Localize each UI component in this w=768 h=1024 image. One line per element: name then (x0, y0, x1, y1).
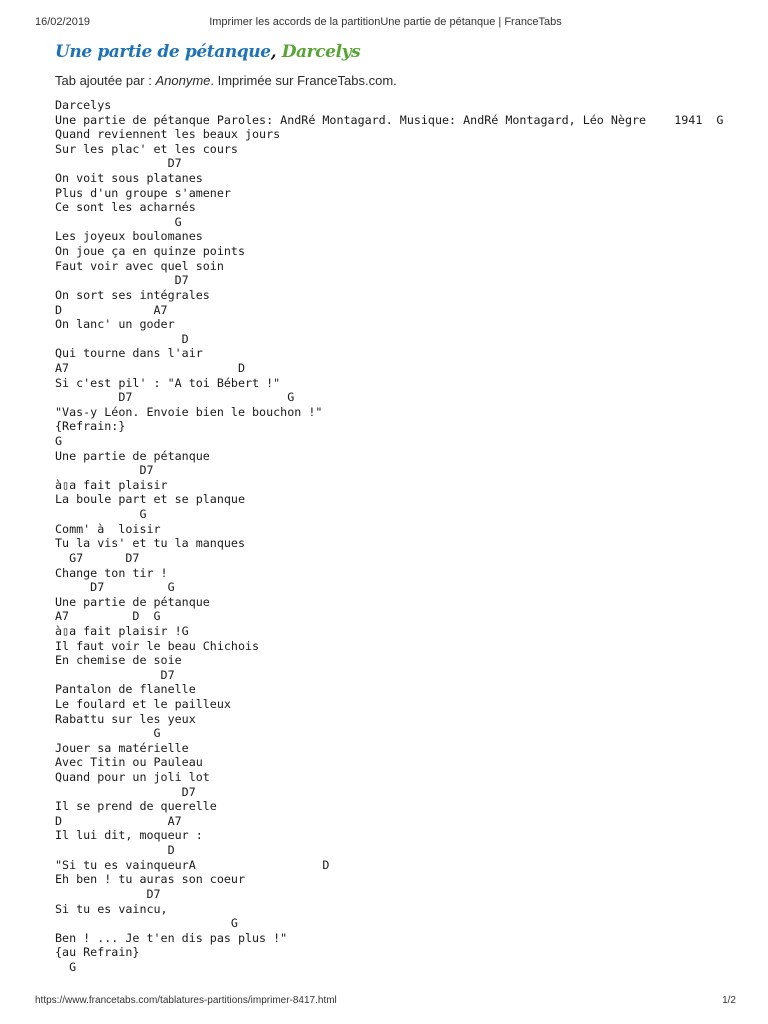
tab-line: D (55, 843, 175, 858)
tab-line: Il se prend de querelle (55, 799, 217, 814)
tab-line: Il faut voir le beau Chichois (55, 638, 260, 653)
tab-line: Une partie de pétanque (55, 448, 210, 463)
tab-line: Rabattu sur les yeux (55, 711, 196, 726)
tab-line: G (55, 214, 182, 229)
tab-line: Faut voir avec quel soin (55, 258, 224, 273)
tab-line: En chemise de soie (55, 653, 182, 668)
print-footer (35, 995, 736, 1009)
tab-line: {au Refrain} (55, 945, 140, 960)
tab-line: Le foulard et le pailleux (55, 696, 231, 711)
tab-line: A7 D (55, 360, 245, 375)
tab-line: Tu la vis' et tu la manques (55, 536, 245, 551)
tab-line: G (55, 916, 238, 931)
tab-line: Une partie de pétanque (55, 594, 210, 609)
tab-line: à▯a fait plaisir !G (55, 623, 189, 638)
tab-line: On voit sous platanes (55, 171, 203, 186)
byline (55, 73, 397, 88)
tab-line: Plus d'un groupe s'amener (55, 185, 231, 200)
tab-line: "Si tu es vainqueurA D (55, 857, 330, 872)
page-number: 1/2 (722, 995, 736, 1006)
tab-line: G (55, 434, 63, 449)
tab-line: Comm' à loisir (55, 521, 161, 536)
tab-line: Quand pour un joli lot (55, 770, 210, 785)
tab-line: Si c'est pil' : "A toi Bébert !" (55, 375, 281, 390)
tab-line: A7 D G (55, 609, 161, 624)
tab-line: D7 (55, 463, 154, 478)
tab-line: D7 (55, 667, 175, 682)
tab-line: D7 (55, 886, 161, 901)
byline-suffix: . Imprimée sur FranceTabs.com. (210, 73, 397, 88)
artist-name: Darcelys (281, 42, 361, 62)
song-heading (55, 42, 360, 62)
tab-line: La boule part et se planque (55, 492, 245, 507)
tab-line: Pantalon de flanelle (55, 682, 196, 697)
print-header (35, 16, 736, 30)
print-date: 16/02/2019 (35, 16, 91, 28)
tab-line: D A7 (55, 302, 168, 317)
tab-line: On lanc' un goder (55, 317, 175, 332)
title-separator: , (270, 42, 282, 62)
tab-line: Qui tourne dans l'air (55, 346, 203, 361)
tab-line: D A7 (55, 813, 182, 828)
tab-line: Une partie de pétanque Paroles: AndRé Montagard. Musique: AndRé Montagard, Léo Nègre 1941 G (55, 112, 724, 127)
tab-line: D7 (55, 273, 189, 288)
tab-line: On sort ses intégrales (55, 287, 210, 302)
tab-line: {Refrain:} (55, 419, 126, 434)
tab-line: Ben ! ... Je t'en dis pas plus !" (55, 930, 288, 945)
song-title: Une partie de pétanque (55, 42, 271, 62)
tab-line: D7 (55, 784, 196, 799)
tab-line: D7 (55, 156, 182, 171)
tab-line: D7 G (55, 390, 295, 405)
tab-line: Eh ben ! tu auras son coeur (55, 872, 245, 887)
print-url: https://www.francetabs.com/tablatures-partitions/imprimer-8417.html (35, 995, 337, 1006)
byline-author: Anonyme (155, 73, 211, 88)
tab-line: Sur les plac' et les cours (55, 141, 238, 156)
tab-line: à▯a fait plaisir (55, 477, 168, 492)
tab-content (55, 98, 735, 975)
tab-line: G (55, 726, 161, 741)
tab-line: Change ton tir ! (55, 565, 168, 580)
tab-line: D7 G (55, 580, 175, 595)
tab-line: D (55, 331, 189, 346)
tab-line: Darcelys (55, 98, 112, 112)
tab-line: On joue ça en quinze points (55, 244, 245, 259)
tab-line: G (55, 959, 77, 974)
tab-line: Quand reviennent les beaux jours (55, 127, 281, 142)
tab-line: Avec Titin ou Pauleau (55, 755, 203, 770)
byline-prefix: Tab ajoutée par : (55, 73, 156, 88)
tab-line: Jouer sa matérielle (55, 740, 189, 755)
tab-line: "Vas-y Léon. Envoie bien le bouchon !" (55, 404, 323, 419)
tab-line: Les joyeux boulomanes (55, 229, 203, 244)
tab-line: G (55, 507, 147, 522)
tab-line: Ce sont les acharnés (55, 200, 196, 215)
tab-line: Il lui dit, moqueur : (55, 828, 203, 843)
tab-line: Si tu es vaincu, (55, 901, 168, 916)
print-page-title: Imprimer les accords de la partitionUne partie de pétanque | FranceTabs (209, 16, 562, 28)
tab-line: G7 D7 (55, 550, 140, 565)
